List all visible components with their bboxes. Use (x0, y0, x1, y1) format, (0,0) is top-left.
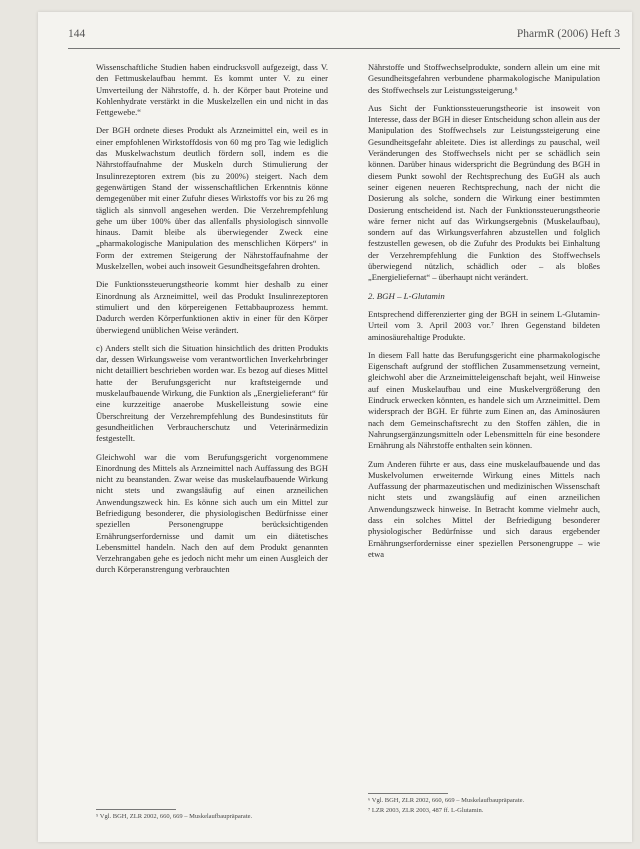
page-number: 144 (68, 28, 86, 40)
footnote: ⁷ LZR 2003, ZLR 2003, 487 ff. L-Glutamin. (368, 807, 484, 814)
paragraph: Nährstoffe und Stoffwechselprodukte, sondern allein um eine mit Gesundheitsgefahren verbundene pharmakologische Manipulation des Stoffwechsels zur Leistungssteigerung.⁶ (368, 62, 600, 95)
paragraph: Zum Anderen führte er aus, dass eine muskelaufbauende und das Muskelvolumen erweiternde Wirkung eines Mittels nach Auffassung der pharmazeutischen und medizinischen Wissenschaft nicht stets und zwangsläufig auf einen arzneilichen Anwendungszweck hinweise. In Betracht komme vielmehr auch, dass ein solches Mittel der Befriedigung besonderer physiologischer Bedürfnisse und sich daraus ergebender Ernährungserfordernisse einer speziellen Personengruppe – wie etwa (368, 458, 600, 559)
footnote: ⁵ Vgl. BGH, ZLR 2002, 660, 669 – Muskelaufbaupräparate. (96, 813, 253, 820)
left-column (96, 62, 328, 583)
journal-title: PharmR (2006) Heft 3 (516, 28, 620, 40)
paragraph: Entsprechend differenzierter ging der BGH in seinem L-Glutamin-Urteil vom 3. April 2003 vor.⁷ Ihren Gegenstand bildeten aminosäurehaltige Produkte. (368, 308, 600, 342)
paragraph: c) Anders stellt sich die Situation hinsichtlich des dritten Produkts dar, dessen Wirkungsweise vom verantwortlichen Inverkehrbringer nicht detailliert beschrieben worden war. Es bezog auf dieses Mittel hatte der Berufungsgericht nur kraftsteigernde und muskelaufbauende Wirkung, die Funktion als „Energielieferant“ für eine kurzzeitige anaerobe Muskelleistung sowie eine Überschreitung der Verzehrempfehlung des Bundesinstituts für gesundheitlichen Verbraucherschutz und Veterinärmedizin festgestellt. (96, 342, 328, 444)
footnote: ⁶ Vgl. BGH, ZLR 2002, 660, 669 – Muskelaufbaupräparate. (368, 797, 525, 804)
paragraph: Aus Sicht der Funktionssteuerungstheorie ist insoweit von Interesse, dass der BGH in dieser Entscheidung schon allein aus der Manipulation des Stoffwechsels zur Leistungssteigerung eine Gesundheitsgefahr ableitete. Dies ist allerdings zu pauschal, weil Veränderungen des Stoffwechsels nicht per se schädlich sein können. Darüber hinaus widerspricht die Begründung des BGH in diesem Punkt sowohl der Rechtsprechung des EuGH als auch seiner eigenen neueren Rechtsprechung, nach der nicht die Dosierung als solche, sondern die Wirkung einer bestimmten Dosierung entscheidend ist. Nach der Funktionssteuerungstheorie wäre ferner nicht auf das Wirkungsergebnis (Muskelaufbau), sondern auf das Wirkungsverfahren abzustellen und folglich festzustellen gewesen, ob die Zufuhr des Produkts bei Einhaltung der Verzehrempfehlung die Funktion des Stoffwechsels überwiegend nützlich, schädlich oder – als bloßes „Energieliefernat“ – überhaupt nicht verändert. (368, 102, 600, 283)
right-column (368, 62, 600, 567)
section-heading: 2. BGH – L-Glutamin (368, 290, 445, 301)
page-header (68, 28, 620, 49)
paragraph: In diesem Fall hatte das Berufungsgericht eine pharmakologische Eigenschaft aufgrund der stofflichen Zusammensetzung verneint, gleichwohl aber die Arzneimitteleigenschaft bejaht, weil Hinweise auf einen Muskelaufbau und eine Muskelvergrößerung den Eindruck erwecken könnten, es handele sich um Arzneimittel. Dem widersprach der BGH. Er führte zum Einen an, das Aminosäuren nach dem Gemeinschaftsrecht zu den Stoffen zählen, die in Nahrungsergänzungsmitteln oder Lebensmitteln für eine besondere Ernährung als Nährstoffe enthalten sein können. (368, 349, 600, 451)
paragraph: Wissenschaftliche Studien haben eindrucksvoll aufgezeigt, dass V. den Fettmuskelaufbau hemmt. Es kommt unter V. zu einer Umverteilung der Nährstoffe, d. h. der Körper baut Proteine und Kohlenhydrate verstärkt in die Muskelzellen ein und nicht in das Fettgewebe.“ (96, 62, 328, 118)
paragraph: Der BGH ordnete dieses Produkt als Arzneimittel ein, weil es in einer empfohlenen Wirkstoffdosis von 60 mg pro Tag wie lediglich das Muskelwachstum deutlich fördern soll, indem es die Nährstoffaufnahme der Muskeln durch Stimulierung der Insulinrezeptoren extrem (bis zu 200%) steigert. Nach dem gegenwärtigen Stand der wissenschaftlichen Erkenntnis könne demgegenüber mit einer Zufuhr dieses Wirkstoffs vor bis zu 26 mg täglich als sinnvoll angesehen werden. Die Verzehrempfehlung gehe um über 100% über das allenfalls physiologisch sinnvolle hinaus. Damit bleibe als überwiegender Zweck eine „pharmakologische Manipulation des menschlichen Körpers“ in Form der extremen Steigerung der Nährstoffaufnahme der Muskelzellen, wobei auch insoweit Gesundheitsgefahren drohten. (96, 125, 328, 272)
paragraph: Die Funktionssteuerungstheorie kommt hier deshalb zu einer Einordnung als Arzneimittel, weil das Produkt Insulinrezeptoren stimuliert und den körpereigenen Fettabbauprozess hemmt. Dadurch werden Körperfunktionen aktiv in einer für den Körper überwiegend unüblichen Weise verändert. (96, 279, 328, 335)
footnote-rule (96, 809, 176, 810)
document-page (38, 12, 632, 842)
footnote-rule (368, 793, 448, 794)
paragraph: Gleichwohl war die vom Berufungsgericht vorgenommene Einordnung des Mittels als Arzneimittel nach Auffassung des BGH nicht zu beanstanden. Zwar weise das muskelaufbauende Wirkung nicht stets und zwangsläufig auf einen arzneilichen Anwendungszweck hin. Es könne sich auch um ein Mittel zur Befriedigung besonderer, die physiologischen Bedürfnisse einer speziellen Personengruppe berücksichtigenden Ernährungserfordernisse und damit um ein diätetisches Lebensmittel handeln. Nach den auf dem Produkt genannten Verzehrangaben gehe es jedoch nicht mehr um einen Ausgleich der durch Körperanstrengung verbrauchten (96, 451, 328, 575)
